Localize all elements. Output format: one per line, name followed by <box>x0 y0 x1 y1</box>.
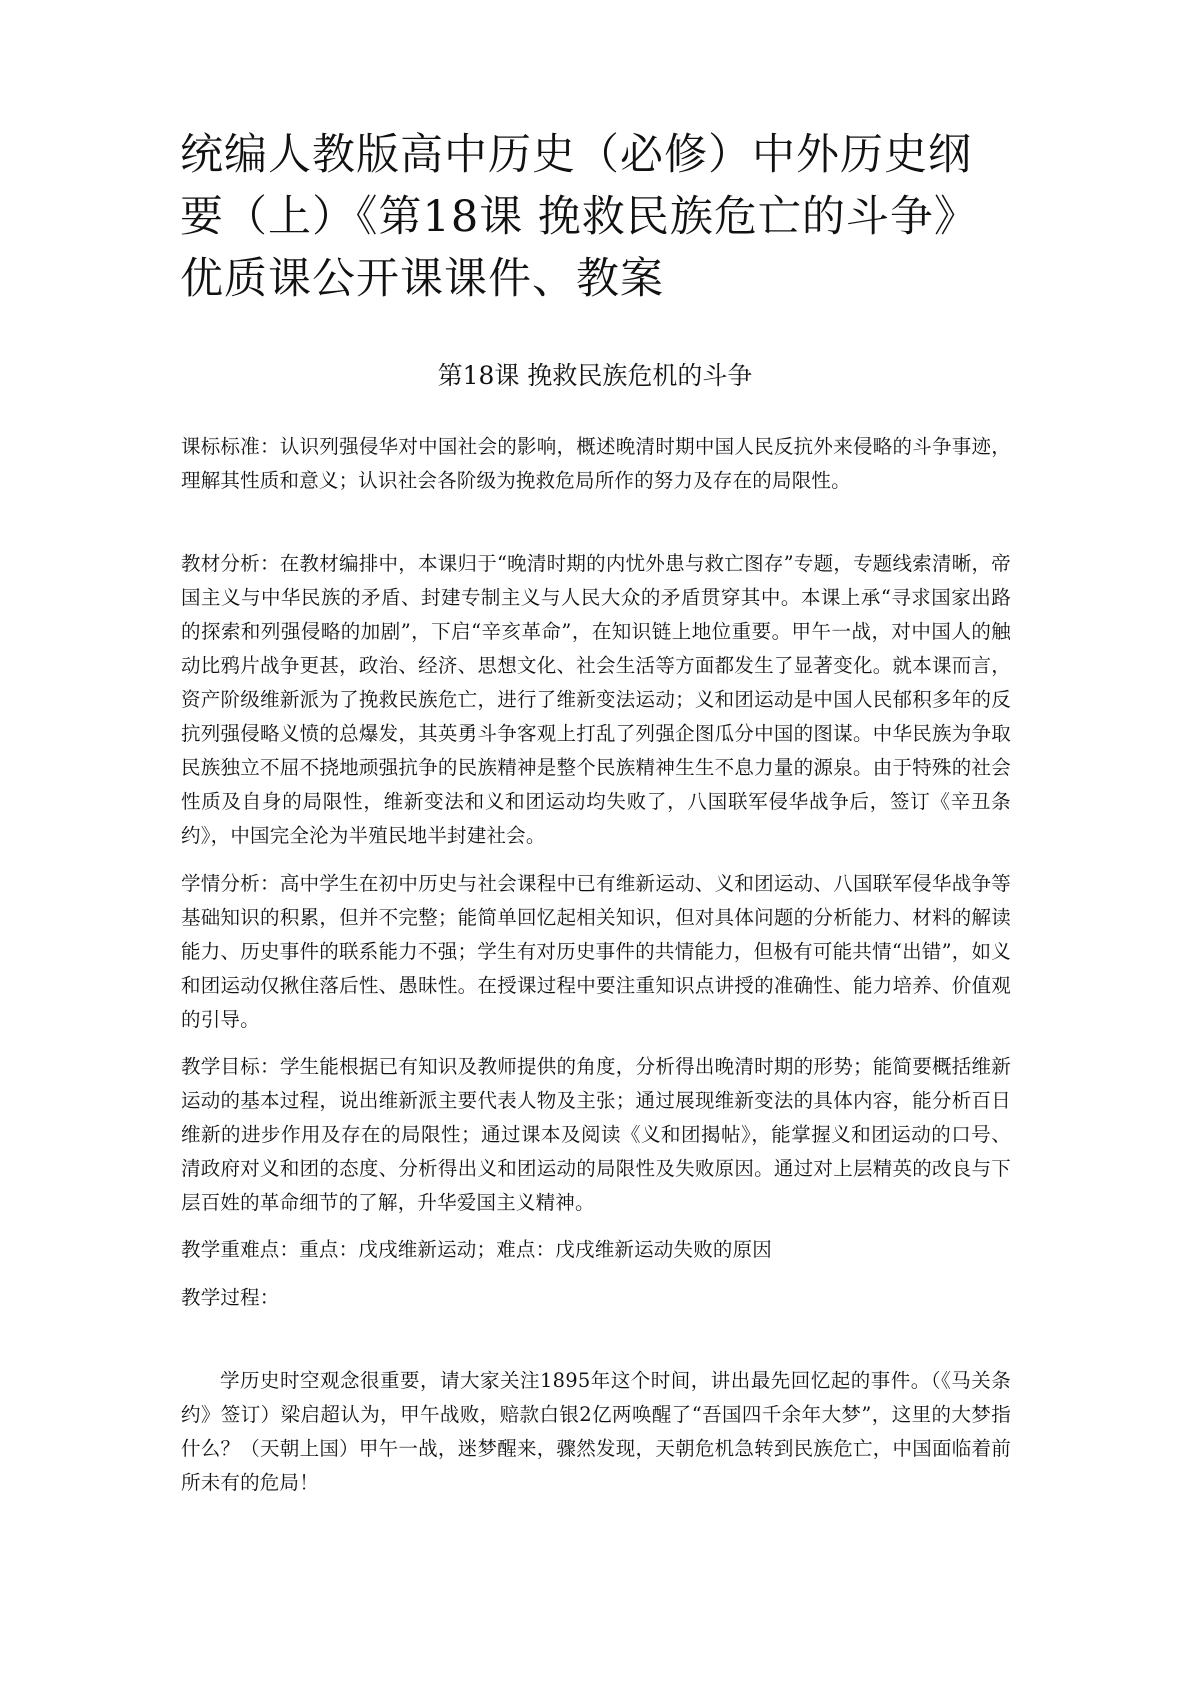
paragraph-teaching-process-heading: 教学过程： <box>181 1286 280 1309</box>
paragraph-textbook-analysis: 教材分析：在教材编排中，本课归于“晚清时期的内忧外患与救亡图存”专题，专题线索清晰，帝国主义与中华民族的矛盾、封建专制主义与人民大众的矛盾贯穿其中。本课上承“寻求国家出路的探索和列强侵略的加剧”，下启“辛亥革命”，在知识链上地位重要。甲午一战，对中国人的触动比鸦片战争更甚，政治、经济、思想文化、社会生活等方面都发生了显著变化。就本课而言，资产阶级维新派为了挽救民族危亡，进行了维新变法运动；义和团运动是中国人民郁积多年的反抗列强侵略义愤的总爆发，其英勇斗争客观上打乱了列强企图瓜分中国的图谋。中华民族为争取民族独立不屈不挠地顽强抗争的民族精神是整个民族精神生生不息力量的源泉。由于特殊的社会性质及自身的局限性，维新变法和义和团运动均失败了，八国联军侵华战争后，签订《辛丑条约》，中国完全沦为半殖民地半封建社会。 <box>181 552 1011 847</box>
document-title: 统编人教版高中历史（必修）中外历史纲要（上）《第18课 挽救民族危亡的斗争》优质课公开课课件、教案 <box>180 130 978 304</box>
paragraph-key-difficulties: 教学重难点：重点：戊戌维新运动；难点：戊戌维新运动失败的原因 <box>181 1238 773 1261</box>
paragraph-teaching-process: 学历史时空观念很重要，请大家关注1895年这个时间，讲出最先回忆起的事件。（《马关条约》签订）梁启超认为，甲午战败，赔款白银2亿两唤醒了“吾国四千余年大梦”，这里的大梦指什么？（天朝上国）甲午一战，迷梦醒来，骤然发现，天朝危机急转到民族危亡，中国面临着前所未有的危局！ <box>181 1369 1011 1494</box>
paragraph-student-analysis: 学情分析：高中学生在初中历史与社会课程中已有维新运动、义和团运动、八国联军侵华战争等基础知识的积累，但并不完整；能简单回忆起相关知识，但对具体问题的分析能力、材料的解读能力、历史事件的联系能力不强；学生有对历史事件的共情能力，但极有可能共情“出错”，如义和团运动仅揪住落后性、愚昧性。在授课过程中要注重知识点讲授的准确性、能力培养、价值观的引导。 <box>181 872 1011 1031</box>
paragraph-curriculum-standard: 课标标准：认识列强侵华对中国社会的影响，概述晚清时期中国人民反抗外来侵略的斗争事迹，理解其性质和意义；认识社会各阶级为挽救危局所作的努力及存在的局限性。 <box>181 435 1011 492</box>
lesson-heading: 第18课 挽救民族危机的斗争 <box>437 361 753 390</box>
paragraph-teaching-objectives: 教学目标：学生能根据已有知识及教师提供的角度，分析得出晚清时期的形势；能简要概括维新运动的基本过程，说出维新派主要代表人物及主张；通过展现维新变法的具体内容，能分析百日维新的进步作用及存在的局限性；通过课本及阅读《义和团揭帖》，能掌握义和团运动的口号、清政府对义和团的态度、分析得出义和团运动的局限性及失败原因。通过对上层精英的改良与下层百姓的革命细节的了解，升华爱国主义精神。 <box>181 1055 1011 1214</box>
